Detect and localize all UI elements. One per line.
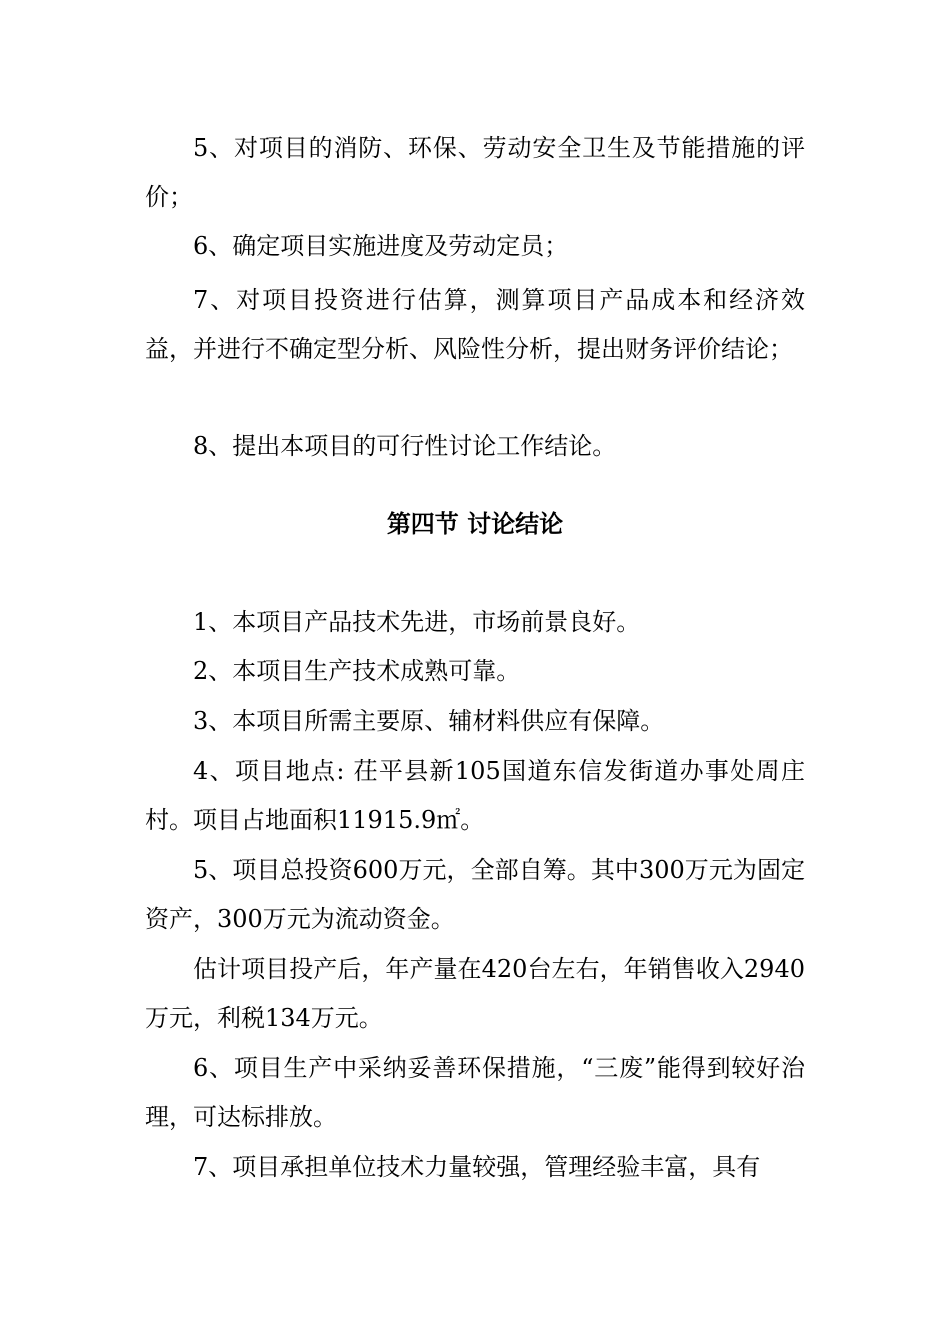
conclusion-item: 2、本项目生产技术成熟可靠。 bbox=[193, 657, 521, 685]
conclusion-item: 6、项目生产中采纳妥善环保措施，“三废”能得到较好治理，可达标排放。 bbox=[145, 1054, 805, 1131]
list-item: 8、提出本项目的可行性讨论工作结论。 bbox=[193, 432, 617, 460]
conclusion-item: 1、本项目产品技术先进，市场前景良好。 bbox=[193, 608, 641, 636]
list-item: 7、对项目投资进行估算，测算项目产品成本和经济效益，并进行不确定型分析、风险性分析，提出财务评价结论； bbox=[145, 286, 805, 363]
conclusion-item: 估计项目投产后，年产量在420台左右，年销售收入2940万元，利税134万元。 bbox=[145, 955, 805, 1032]
conclusion-item: 5、项目总投资600万元，全部自筹。其中300万元为固定资产，300万元为流动资金。 bbox=[145, 856, 805, 933]
list-item: 5、对项目的消防、环保、劳动安全卫生及节能措施的评价； bbox=[145, 134, 805, 211]
section-heading: 第四节 讨论结论 bbox=[386, 510, 564, 538]
conclusion-item: 3、本项目所需主要原、辅材料供应有保障。 bbox=[193, 707, 665, 735]
conclusion-item: 7、项目承担单位技术力量较强，管理经验丰富，具有 bbox=[193, 1153, 761, 1181]
list-item: 6、确定项目实施进度及劳动定员； bbox=[193, 232, 569, 260]
conclusion-item: 4、项目地点: 茌平县新105国道东信发街道办事处周庄村。项目占地面积11915.9㎡。 bbox=[145, 757, 805, 834]
